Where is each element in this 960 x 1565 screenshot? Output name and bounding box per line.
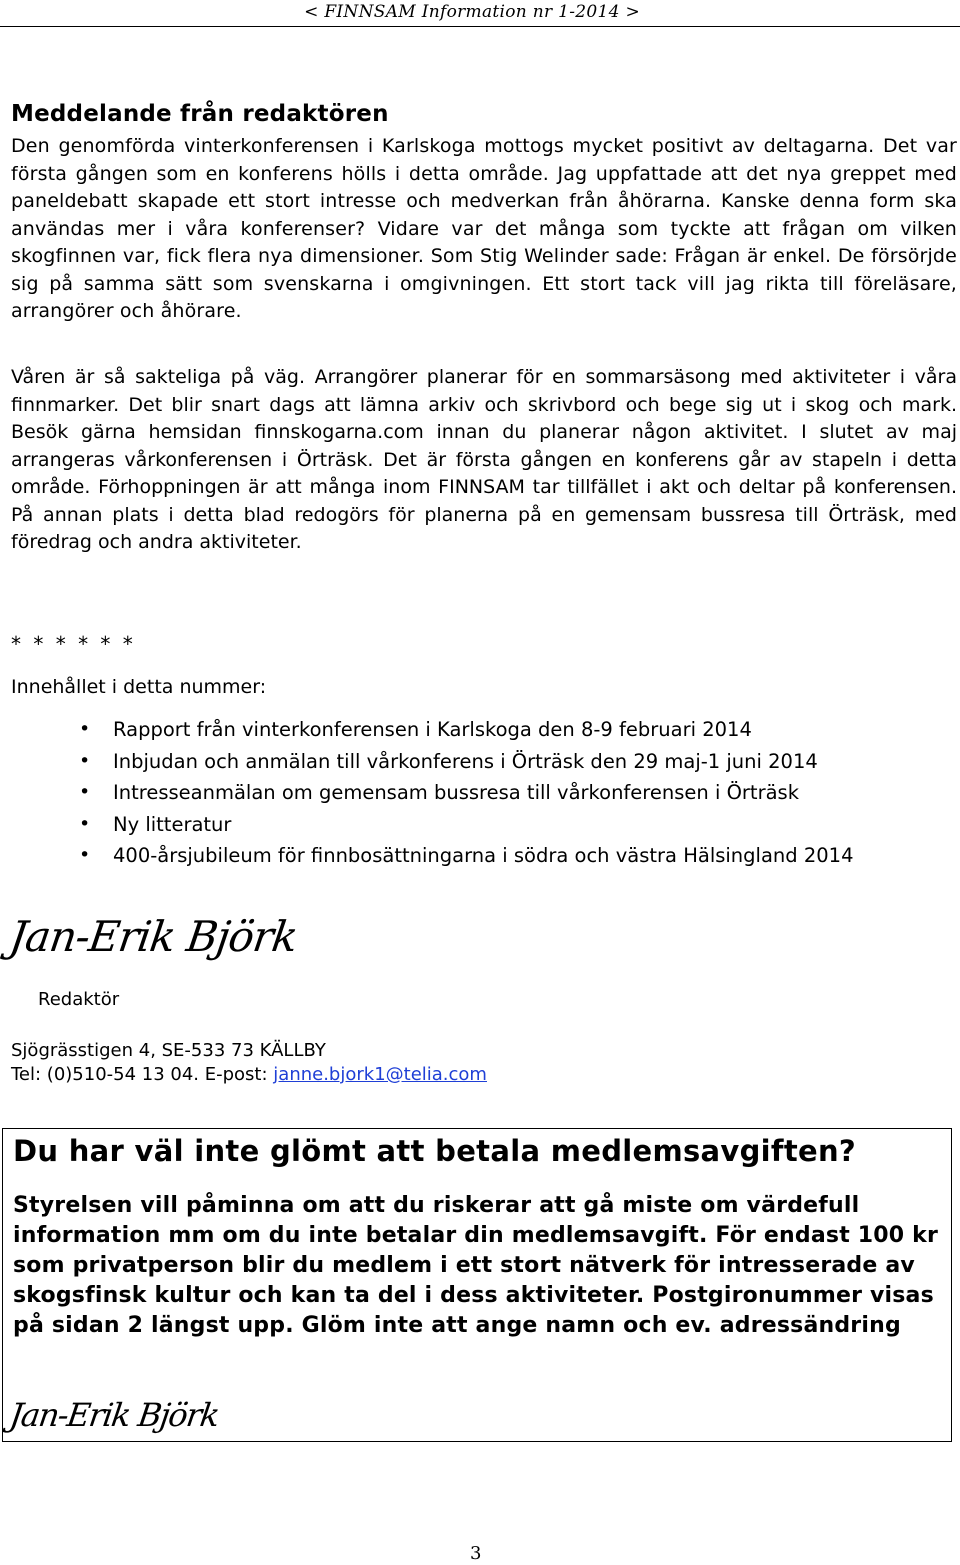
contents-item-text: Intresseanmälan om gemensam bussresa till vårkonferensen i Örträsk xyxy=(113,781,799,804)
contents-item-text: Rapport från vinterkonferensen i Karlskoga den 8-9 februari 2014 xyxy=(113,718,752,741)
notice-title: Du har väl inte glömt att betala medlemsavgiften? xyxy=(13,1134,857,1168)
contents-item xyxy=(0,777,953,809)
contents-heading: Innehållet i detta nummer: xyxy=(11,676,267,698)
editor-role: Redaktör xyxy=(38,989,120,1010)
editor-message-paragraph-1: Den genomförda vinterkonferensen i Karlskoga mottogs mycket positivt av deltagarna. Det var första gången som en konferens hölls i detta område. Jag uppfattade att det nya greppet med paneldebatt skapade ett stort intresse och medverkan från åhörarna. Kanske denna form ska användas mer i våra konferenser? Vidare var det många som tyckte att frågan om vilken skogfinnen var, fick flera nya dimensioner. Som Stig Welinder sade: Frågan är enkel. De försörjde sig på samma sätt som svenskarna i omgivningen. Ett stort tack vill jag rikta till föreläsare, arrangörer och åhörare. xyxy=(11,135,957,322)
bullet-icon: • xyxy=(79,844,91,866)
editor-signature: Jan-Erik Björk xyxy=(6,912,301,961)
editor-message-title: Meddelande från redaktören xyxy=(11,101,389,127)
email-link[interactable]: janne.bjork1@telia.com xyxy=(273,1064,487,1085)
page-number: 3 xyxy=(470,1543,482,1564)
notice-body: Styrelsen vill påminna om att du riskerar att gå miste om värdefull information mm om du inte betalar din medlemsavgift. För endast 100 kr som privatperson blir du medlem i ett stort nätverk för intresserade av skogsfinsk kultur och kan ta del i dess aktiviteter. Postgironummer visas på sidan 2 längst upp. Glöm inte att ange namn och ev. adressändring xyxy=(13,1193,939,1338)
contents-item xyxy=(0,746,953,778)
contact-line xyxy=(11,1064,487,1085)
contents-item xyxy=(0,714,953,746)
bullet-icon: • xyxy=(79,812,91,835)
contents-item xyxy=(0,840,953,872)
contents-item-text: Ny litteratur xyxy=(113,812,232,836)
page-header xyxy=(0,0,960,27)
contents-list xyxy=(0,714,960,872)
section-separator: * * * * * * xyxy=(11,632,136,656)
contents-item xyxy=(0,809,953,841)
contents-item-text: 400-årsjubileum för finnbosättningarna i södra och västra Hälsingland 2014 xyxy=(113,844,854,867)
editor-message-paragraph-2: Våren är så sakteliga på väg. Arrangörer planerar för en sommarsäsong med aktiviteter i våra finnmarker. Det blir snart dags att lämna arkiv och skrivbord och bege sig ut i skog och mark. Besök gärna hemsidan finnskogarna.com innan du planerar någon aktivitet. I slutet av maj arrangeras vårkonferensen i Örträsk. Det är första gången en konferens går av stapeln i detta område. Förhoppningen är att många inom FINNSAM tar tillfället i akt och deltar på konferensen. På annan plats i detta blad redogörs för planerna på en gemensam bussresa till Örträsk, med föredrag och andra aktiviteter. xyxy=(11,366,957,553)
contact-phone: Tel: (0)510-54 13 04. E-post: xyxy=(11,1064,274,1085)
contents-item-text: Inbjudan och anmälan till vårkonferens i Örträsk den 29 maj-1 juni 2014 xyxy=(113,749,818,773)
notice-signature: Jan-Erik Björk xyxy=(7,1396,221,1434)
newsletter-title: < FINNSAM Information nr 1-2014 > xyxy=(304,2,640,22)
bullet-icon: • xyxy=(79,749,91,772)
bullet-icon: • xyxy=(79,718,91,740)
bullet-icon: • xyxy=(79,781,91,803)
postal-address: Sjögrässtigen 4, SE-533 73 KÄLLBY xyxy=(11,1040,326,1061)
